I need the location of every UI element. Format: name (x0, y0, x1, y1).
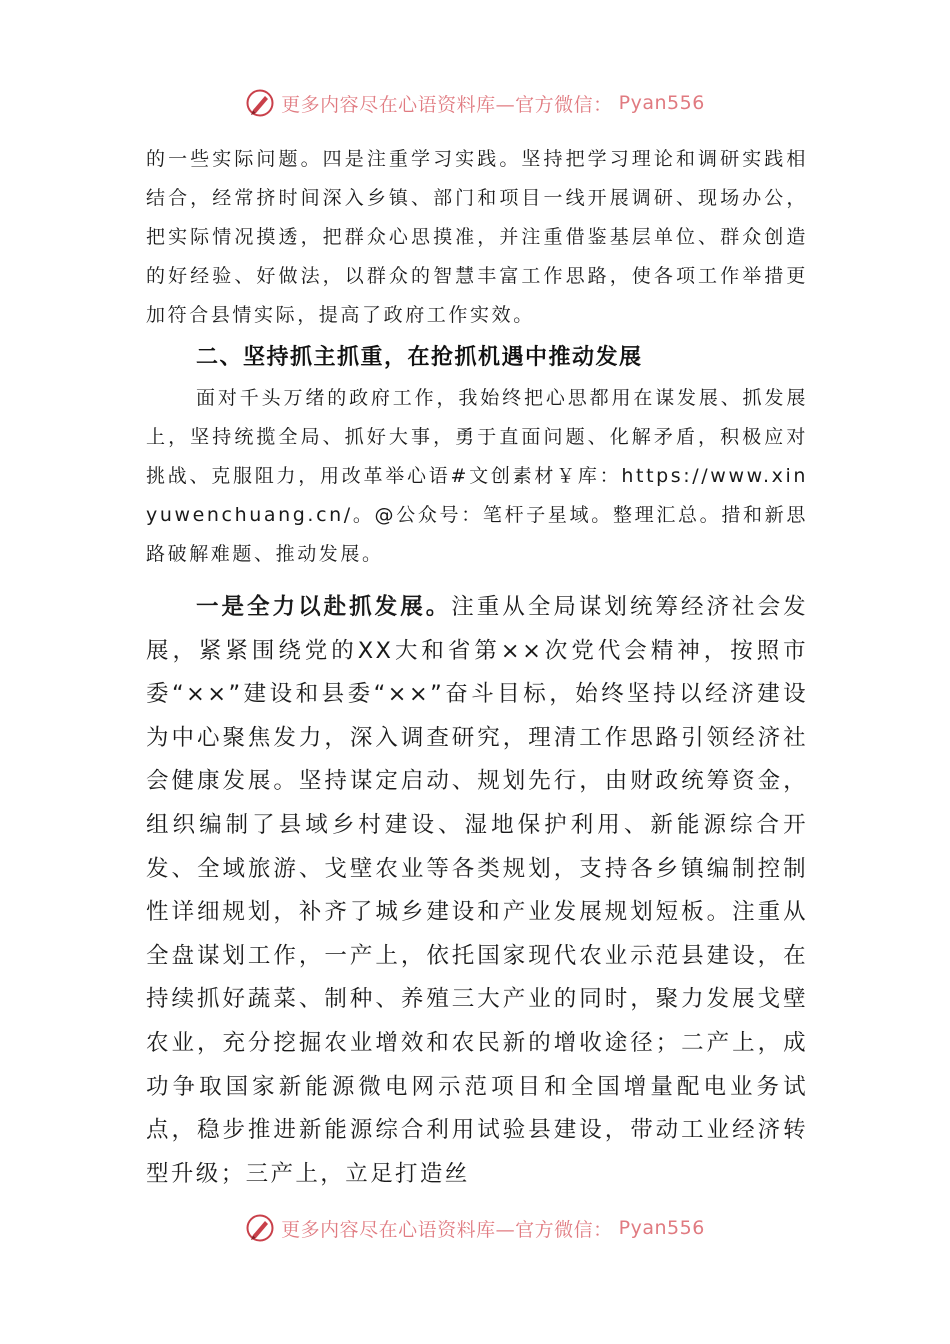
pen-logo-icon (245, 88, 275, 118)
pen-logo-icon (245, 1213, 275, 1243)
paragraph-main-body: 注重从全局谋划统筹经济社会发展，紧紧围绕党的XX大和省第××次党代会精神，按照市委“××”建设和县委“××”奋斗目标，始终坚持以经济建设为中心聚焦发力，深入调查研究，理清工作思路引领经济社会健康发展。坚持谋定启动、规划先行，由财政统筹资金，组织编制了县域乡村建设、湿地保护利用、新能源综合开发、全域旅游、戈壁农业等各类规划，支持各乡镇编制控制性详细规划，补齐了城乡建设和产业发展规划短板。注重从全盘谋划工作，一产上，依托国家现代农业示范县建设，在持续抓好蔬菜、制种、养殖三大产业的同时，聚力发展戈壁农业，充分挖掘农业增效和农民新的增收途径；二产上，成功争取国家新能源微电网示范项目和全国增量配电业务试点，稳步推进新能源综合利用试验县建设，带动工业经济转型升级；三产上，立足打造丝 (146, 594, 808, 1187)
watermark-wechat-id: Pyan556 (618, 1217, 705, 1239)
paragraph-continuation: 的一些实际问题。四是注重学习实践。坚持把学习理论和调研实践相结合，经常挤时间深入乡镇、部门和项目一线开展调研、现场办公，把实际情况摸透，把群众心思摸准，并注重借鉴基层单位、群众创造的好经验、好做法，以群众的智慧丰富工作思路，使各项工作举措更加符合县情实际，提高了政府工作实效。 (146, 148, 808, 326)
watermark-text: 更多内容尽在心语资料库—官方微信： (281, 93, 613, 116)
watermark-text: 更多内容尽在心语资料库—官方微信： (281, 1218, 613, 1241)
paragraph-main (146, 586, 808, 1196)
section-heading: 二、坚持抓主抓重，在抢抓机遇中推动发展 (196, 345, 643, 370)
watermark-banner-top (0, 86, 950, 120)
watermark-wechat-id: Pyan556 (618, 92, 705, 114)
document-body (146, 140, 808, 1196)
paragraph-intro: 面对千头万绪的政府工作，我始终把心思都用在谋发展、抓发展上，坚持统揽全局、抓好大事，勇于直面问题、化解矛盾，积极应对挑战、克服阻力，用改革举心语#文创素材￥库：https://www.xinyuwenchuang.cn/。@公众号：笔杆子星域。整理汇总。措和新思路破解难题、推动发展。 (146, 387, 808, 565)
paragraph-main-lead: 一是全力以赴抓发展。 (196, 594, 452, 620)
watermark-banner-bottom (0, 1211, 950, 1245)
